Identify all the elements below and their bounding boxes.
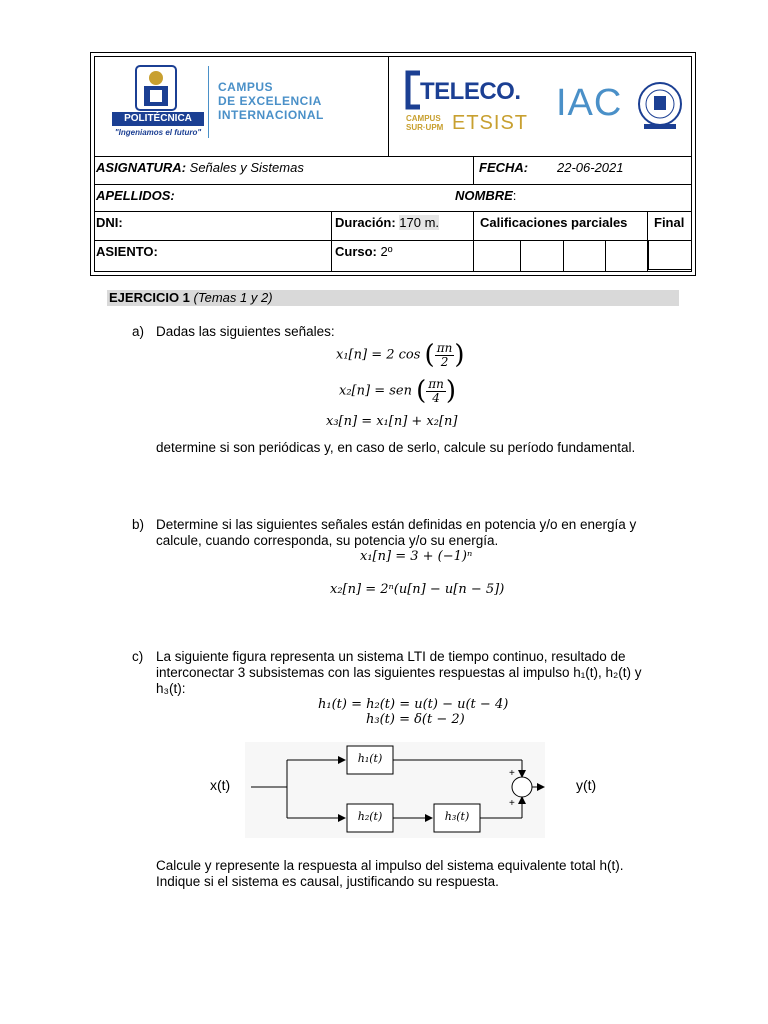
duracion-divider	[331, 211, 332, 272]
calificaciones-label: Calificaciones parciales	[480, 215, 628, 230]
nombre-label: NOMBRE	[455, 188, 513, 203]
nombre-field	[455, 188, 516, 203]
grade-cell-divider-3	[605, 240, 606, 272]
fecha-label: FECHA:	[479, 160, 529, 175]
iac-name: IAC	[556, 82, 623, 124]
exercise-subtitle: (Temas 1 y 2)	[193, 290, 273, 305]
part-b-line-1: Determine si las siguientes señales están definidas en potencia y/o en energía y	[156, 517, 637, 532]
a-equation-3: x₃[n] = x₁[n] + x₂[n]	[326, 414, 458, 429]
output-label: y(t)	[576, 777, 597, 793]
grade-cell-divider-1	[520, 240, 521, 272]
apellidos-label: APELLIDOS:	[96, 188, 175, 203]
input-label: x(t)	[210, 777, 231, 793]
campus-line-2: DE EXCELENCIA	[218, 94, 322, 108]
dni-label: DNI:	[96, 215, 123, 230]
curso-label: Curso:	[335, 244, 377, 259]
asignatura-label: ASIGNATURA:	[96, 160, 187, 175]
campus-line-3: INTERNACIONAL	[218, 108, 324, 122]
a-equation-2: x₂[n] = sen ( $\frac{\pi n}{4}$ )	[339, 376, 457, 406]
a-eq2-num: πn	[428, 376, 444, 391]
diagram-labels	[245, 742, 545, 838]
fecha-value: 22-06-2021	[557, 160, 624, 175]
nombre-colon: :	[512, 188, 517, 203]
teleco-name: TELECO.	[420, 78, 521, 105]
campus-line-1: CAMPUS	[218, 80, 274, 94]
final-grade-box	[648, 240, 692, 270]
part-c-line-2: interconectar 3 subsistemas con las siguientes respuestas al impulso h₁(t), h₂(t) y	[156, 665, 642, 680]
exercise-number: EJERCICIO 1	[109, 290, 190, 305]
part-c-marker: c)	[132, 649, 144, 664]
campus-excelencia	[218, 80, 324, 122]
a-eq1-den: 2	[440, 354, 449, 369]
part-b-marker: b)	[132, 517, 145, 532]
upm-logo	[108, 62, 208, 142]
logo-separator	[208, 66, 209, 138]
teleco-logo	[404, 70, 544, 140]
grade-cell-divider-2	[563, 240, 564, 272]
a-eq2-den: 4	[432, 390, 440, 405]
curso-value: 2º	[380, 244, 393, 259]
plus-bottom: +	[509, 798, 515, 809]
row-line-3	[94, 211, 692, 212]
duracion-field	[335, 215, 439, 230]
block-h1-label: h₁(t)	[357, 752, 383, 765]
exercise-title	[109, 290, 273, 306]
c-equation-1: h₁(t) = h₂(t) = u(t) − u(t − 4)	[318, 697, 509, 712]
block-h2-label: h₂(t)	[357, 810, 383, 823]
part-c-question-1: Calcule y represente la respuesta al impulso del sistema equivalente total h(t).	[156, 858, 624, 873]
a-eq2-lhs: x₂[n] = sen	[339, 383, 412, 399]
part-a-marker: a)	[132, 324, 145, 339]
plus-top: +	[509, 768, 515, 779]
politecnica-name: POLITÉCNICA	[124, 113, 192, 124]
part-c-line-1: La siguiente figura representa un sistema LTI de tiempo continuo, resultado de	[156, 649, 626, 664]
final-label: Final	[654, 215, 685, 230]
c-equation-2: h₃(t) = δ(t − 2)	[366, 712, 465, 727]
a-equation-1: x₁[n] = 2 cos ( $\frac{\pi n}{2}$ )	[336, 340, 465, 370]
row-line-1	[94, 156, 692, 157]
duracion-value: 170 m.	[399, 215, 440, 230]
calif-divider	[473, 211, 474, 272]
part-a-question: determine si son periódicas y, en caso de serlo, calcule su período fundamental.	[156, 440, 636, 455]
b-equation-2: x₂[n] = 2ⁿ(u[n] − u[n − 5])	[330, 582, 505, 597]
fecha-divider	[473, 156, 474, 184]
row-line-2	[94, 184, 692, 185]
asiento-label: ASIENTO:	[96, 244, 158, 259]
block-h3-label: h₃(t)	[444, 810, 470, 823]
university-seal-icon	[636, 80, 684, 132]
b-equation-1: x₁[n] = 3 + (−1)ⁿ	[360, 549, 473, 564]
asignatura-value: Señales y Sistemas	[189, 160, 304, 175]
campus-sur-line-1: CAMPUS	[406, 114, 441, 123]
part-c-line-3: h₃(t):	[156, 681, 186, 696]
curso-field	[335, 244, 393, 259]
part-a-intro: Dadas las siguientes señales:	[156, 324, 335, 339]
campus-sur-line-2: SUR·UPM	[406, 123, 444, 132]
politecnica-slogan: "Ingeniamos el futuro"	[114, 128, 202, 137]
a-eq1-num: πn	[436, 340, 453, 355]
a-eq1-lhs: x₁[n] = 2 cos	[336, 347, 421, 363]
row-line-4	[94, 240, 692, 241]
part-b-line-2: calcule, cuando corresponda, su potencia y/o su energía.	[156, 533, 499, 548]
asignatura-field	[96, 160, 304, 175]
part-c-question-2: Indique si el sistema es causal, justificando su respuesta.	[156, 874, 499, 889]
duracion-label: Duración:	[335, 215, 396, 230]
etsist-name: ETSIST	[452, 112, 529, 134]
logo-divider	[388, 56, 389, 156]
campus-sur	[406, 114, 443, 132]
